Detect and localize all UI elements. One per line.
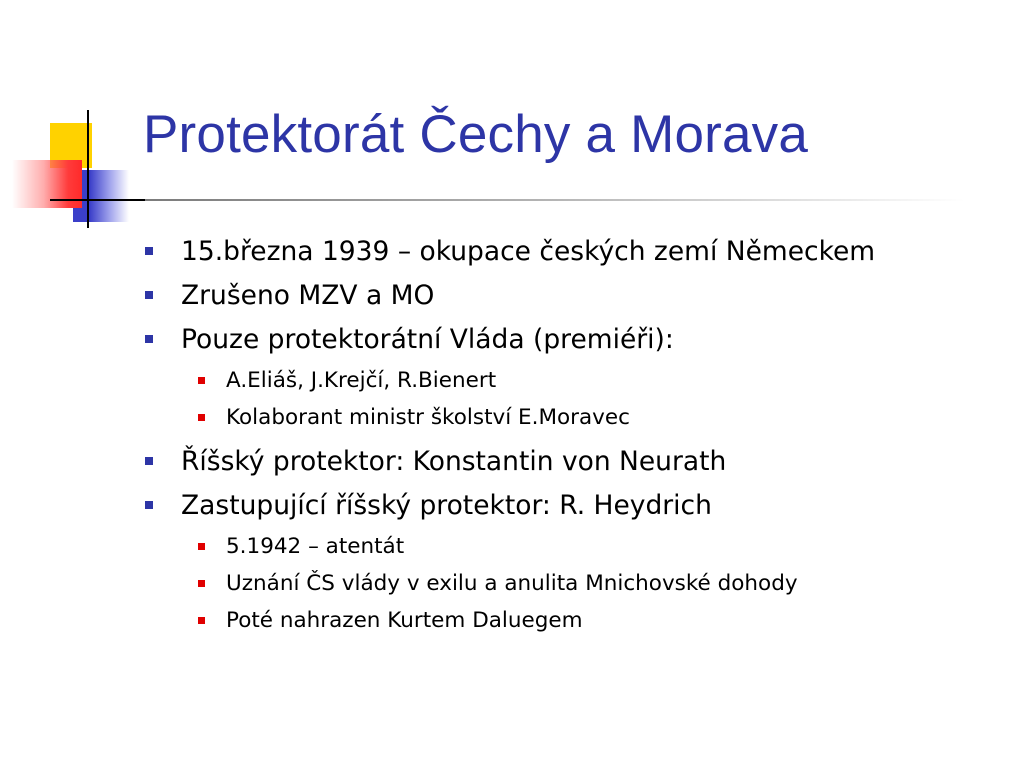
bullet-list	[145, 230, 1005, 639]
sub-bullet-text: 5.1942 – atentát	[226, 534, 405, 559]
title-underline	[145, 199, 965, 201]
bullet-text: 15.března 1939 – okupace českých zemí Německem	[181, 236, 876, 267]
sub-bullet-item	[145, 565, 1005, 602]
bullet-text: Říšský protektor: Konstantin von Neurath	[181, 446, 727, 477]
red-square-bullet-icon	[198, 617, 205, 624]
red-square-bullet-icon	[198, 414, 205, 421]
bullet-text: Zastupující říšský protektor: R. Heydrich	[181, 490, 712, 521]
slide-title: Protektorát Čechy a Morava	[143, 105, 809, 164]
bullet-item	[145, 318, 1005, 362]
red-square-bullet-icon	[198, 543, 205, 550]
logo-vertical-line	[87, 110, 89, 228]
bullet-text: Zrušeno MZV a MO	[181, 280, 435, 311]
square-bullet-icon	[145, 501, 153, 509]
sub-bullet-item	[145, 362, 1005, 399]
bullet-text: Pouze protektorátní Vláda (premiéři):	[181, 324, 674, 355]
sub-bullet-item	[145, 528, 1005, 565]
sub-bullet-text: A.Eliáš, J.Krejčí, R.Bienert	[226, 368, 497, 393]
red-square-bullet-icon	[198, 377, 205, 384]
square-bullet-icon	[145, 291, 153, 299]
sub-bullet-text: Poté nahrazen Kurtem Daluegem	[226, 608, 583, 633]
square-bullet-icon	[145, 457, 153, 465]
sub-bullet-item	[145, 602, 1005, 639]
bullet-item	[145, 484, 1005, 528]
red-square-bullet-icon	[198, 580, 205, 587]
bullet-item	[145, 230, 1005, 274]
sub-bullet-text: Kolaborant ministr školství E.Moravec	[226, 405, 630, 430]
square-bullet-icon	[145, 247, 153, 255]
bullet-item	[145, 440, 1005, 484]
square-bullet-icon	[145, 335, 153, 343]
sub-bullet-item	[145, 399, 1005, 436]
bullet-item	[145, 274, 1005, 318]
logo-horizontal-line	[50, 199, 145, 201]
sub-bullet-text: Uznání ČS vlády v exilu a anulita Mnichovské dohody	[226, 571, 798, 596]
